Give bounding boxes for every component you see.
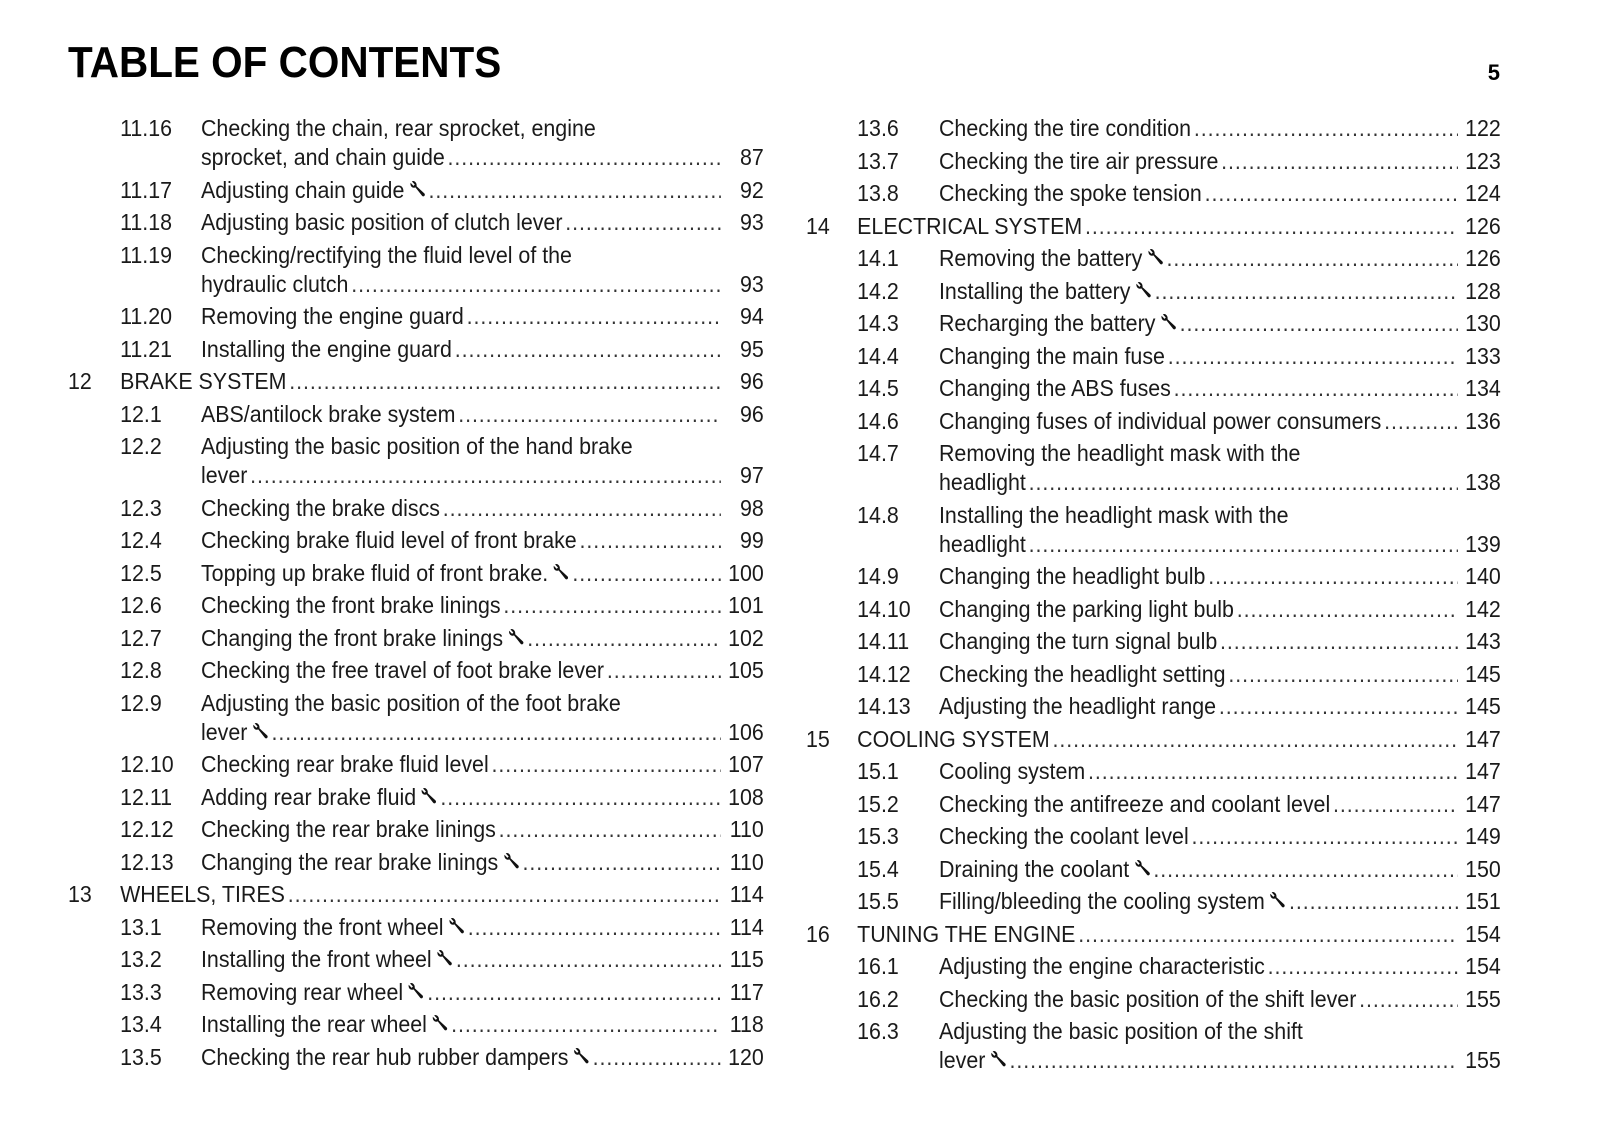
toc-section-entry[interactable] (806, 887, 1501, 916)
dot-leader (1052, 725, 1458, 754)
dot-leader (593, 1043, 721, 1072)
dot-leader (1237, 595, 1458, 624)
toc-section-entry[interactable] (68, 400, 764, 429)
entry-title: Cooling system (938, 758, 1086, 784)
toc-section-entry[interactable] (68, 656, 764, 685)
toc-section-entry[interactable] (68, 241, 764, 299)
dot-leader (272, 718, 721, 747)
page-reference[interactable]: 147 (1465, 725, 1501, 752)
dot-leader (1085, 212, 1458, 241)
entry-title: hydraulic clutch (200, 270, 349, 297)
entry-title: Installing the battery (938, 277, 1131, 304)
toc-section-entry[interactable] (68, 302, 764, 331)
entry-title: sprocket, and chain guide (200, 144, 445, 170)
entry-title: headlight (938, 469, 1026, 495)
dot-leader (456, 945, 721, 974)
dot-leader (289, 367, 721, 396)
toc-section-entry[interactable] (806, 562, 1501, 591)
page-reference[interactable]: 101 (728, 592, 764, 618)
wrench-icon (1269, 891, 1286, 909)
page-reference[interactable]: 128 (1465, 277, 1501, 304)
entry-title: Checking the coolant level (938, 823, 1189, 849)
section-number: 14.12 (857, 660, 911, 687)
entry-title: Checking the spoke tension (938, 180, 1202, 206)
toc-section-entry[interactable] (806, 147, 1501, 176)
dot-leader (580, 526, 722, 555)
page-reference[interactable]: 154 (1465, 920, 1501, 947)
section-number: 12.12 (120, 816, 174, 842)
page-reference[interactable]: 122 (1465, 115, 1501, 141)
page-reference[interactable]: 155 (1465, 1047, 1501, 1073)
wrench-icon (508, 628, 525, 646)
toc-chapter-entry[interactable] (68, 880, 764, 909)
page-reference[interactable]: 118 (729, 1011, 764, 1037)
dot-leader (351, 270, 721, 299)
page-reference[interactable]: 114 (729, 881, 764, 907)
section-number: 15.3 (857, 823, 899, 849)
page-reference[interactable]: 98 (740, 494, 764, 521)
entry-title: Checking the brake discs (200, 494, 440, 521)
page-reference[interactable]: 133 (1465, 342, 1501, 369)
dot-leader (503, 591, 721, 620)
entry-title: Checking the headlight setting (938, 660, 1226, 687)
section-number: 12.11 (120, 783, 173, 810)
wrench-icon (1135, 281, 1152, 299)
section-number: 12.13 (120, 848, 174, 875)
entry-title: lever (200, 718, 248, 745)
entry-title: Adjusting the basic position of the hand brake (200, 433, 633, 459)
wrench-icon (1160, 313, 1177, 331)
page-reference[interactable]: 130 (1465, 310, 1501, 336)
page-reference[interactable]: 120 (728, 1043, 764, 1070)
toc-section-entry[interactable] (806, 501, 1501, 559)
entry-title: Checking the tire air pressure (938, 147, 1219, 174)
section-number: 14.13 (857, 693, 911, 719)
dot-leader (607, 656, 721, 685)
dot-leader (429, 176, 721, 205)
toc-section-entry[interactable] (806, 757, 1501, 786)
dot-leader (1166, 244, 1458, 273)
section-number: 14.6 (857, 407, 899, 434)
toc-section-entry[interactable] (68, 815, 764, 844)
page-reference[interactable]: 110 (729, 848, 764, 875)
toc-section-entry[interactable] (68, 176, 764, 205)
toc-section-entry[interactable] (806, 407, 1501, 436)
wrench-icon (503, 852, 520, 870)
entry-title: Topping up brake fluid of front brake. (200, 559, 549, 586)
entry-title: Installing the engine guard (200, 335, 452, 362)
dot-leader (1153, 855, 1458, 884)
section-number: 13.7 (857, 147, 899, 174)
dot-leader (1010, 1046, 1459, 1075)
section-number: 11.21 (120, 335, 173, 362)
dot-leader (1180, 309, 1458, 338)
wrench-icon (421, 787, 438, 805)
toc-section-entry[interactable] (806, 790, 1501, 819)
wrench-icon (448, 917, 465, 935)
section-number: 12.10 (120, 751, 174, 777)
page-reference[interactable]: 97 (740, 462, 764, 488)
dot-leader (1289, 887, 1458, 916)
entry-title: Checking the rear hub rubber dampers (200, 1043, 569, 1070)
section-number: 12 (68, 368, 92, 394)
dot-leader (448, 143, 721, 172)
dot-leader (1078, 920, 1458, 949)
toc-section-entry[interactable] (68, 1010, 764, 1039)
entry-title: Changing the main fuse (938, 342, 1165, 369)
page-reference[interactable]: 126 (1465, 245, 1501, 271)
toc-section-entry[interactable] (806, 952, 1501, 981)
section-number: 15.2 (857, 790, 899, 817)
wrench-icon (553, 563, 570, 581)
section-number: 13.8 (857, 180, 899, 206)
page-title: TABLE OF CONTENTS (68, 38, 502, 87)
entry-title: ELECTRICAL SYSTEM (857, 212, 1083, 239)
dot-leader (1384, 407, 1458, 436)
dot-leader (1088, 757, 1458, 786)
entry-title: Checking the chain, rear sprocket, engine (200, 115, 596, 141)
section-number: 13.5 (120, 1043, 162, 1070)
dot-leader (250, 461, 721, 490)
entry-title: Installing the rear wheel (200, 1011, 427, 1037)
entry-title: Adjusting the basic position of the shift (938, 1018, 1303, 1044)
toc-section-entry[interactable] (68, 432, 764, 490)
section-number: 16.1 (857, 953, 899, 979)
section-number: 16 (806, 920, 830, 947)
section-number: 14.7 (857, 440, 899, 466)
section-number: 15.5 (857, 888, 899, 914)
dot-leader (1208, 562, 1458, 591)
page-reference[interactable]: 96 (740, 368, 764, 394)
entry-title: Checking rear brake fluid level (200, 751, 489, 777)
dot-leader (468, 913, 721, 942)
page-reference[interactable]: 102 (728, 624, 764, 651)
entry-title: Adding rear brake fluid (200, 783, 417, 810)
dot-leader (1191, 822, 1458, 851)
page-reference[interactable]: 154 (1465, 953, 1501, 979)
toc-section-entry[interactable] (806, 660, 1501, 689)
toc-section-entry[interactable] (68, 591, 764, 620)
entry-title: Checking the free travel of foot brake lever (200, 657, 605, 683)
page-reference[interactable]: 147 (1465, 758, 1501, 784)
toc-section-entry[interactable] (68, 913, 764, 942)
entry-title: Checking the antifreeze and coolant level (938, 790, 1331, 817)
page-reference[interactable]: 145 (1465, 660, 1501, 687)
toc-section-entry[interactable] (68, 848, 764, 877)
wrench-icon (409, 180, 426, 198)
dot-leader (1359, 985, 1458, 1014)
section-number: 16.3 (857, 1018, 899, 1044)
dot-leader (565, 208, 721, 237)
entry-title: lever (200, 462, 248, 488)
toc-section-entry[interactable] (806, 277, 1501, 306)
entry-title: Removing rear wheel (200, 978, 404, 1005)
dot-leader (1333, 790, 1458, 819)
page-reference[interactable]: 105 (728, 657, 764, 683)
page-reference[interactable]: 96 (740, 400, 764, 427)
toc-section-entry[interactable] (68, 1043, 764, 1072)
entry-title: Installing the front wheel (200, 946, 432, 972)
dot-leader (1029, 530, 1458, 559)
entry-title: Checking the basic position of the shift lever (938, 985, 1357, 1012)
section-number: 11.20 (120, 303, 173, 329)
section-number: 15 (806, 725, 830, 752)
section-number: 15.4 (857, 855, 899, 882)
dot-leader (1194, 114, 1458, 143)
toc-section-entry[interactable] (68, 783, 764, 812)
section-number: 12.3 (120, 494, 162, 521)
section-number: 14.1 (857, 245, 899, 271)
toc-section-entry[interactable] (806, 439, 1501, 497)
page-reference[interactable]: 151 (1465, 888, 1501, 914)
toc-section-entry[interactable] (806, 822, 1501, 851)
page-reference[interactable]: 143 (1465, 628, 1501, 654)
section-number: 12.6 (120, 592, 162, 618)
entry-title: COOLING SYSTEM (857, 725, 1050, 752)
entry-title: Checking/rectifying the fluid level of the (200, 241, 572, 268)
page-reference[interactable]: 92 (740, 176, 764, 203)
dot-leader (467, 302, 721, 331)
section-number: 12.4 (120, 527, 162, 553)
page-reference[interactable]: 99 (740, 527, 764, 553)
dot-leader (1228, 660, 1458, 689)
entry-title: Adjusting the basic position of the foot brake (200, 689, 621, 716)
entry-title: BRAKE SYSTEM (120, 368, 287, 394)
entry-title: Adjusting chain guide (200, 176, 405, 203)
page-reference[interactable]: 150 (1465, 855, 1501, 882)
page-reference[interactable]: 93 (740, 209, 764, 235)
section-number: 12.7 (120, 624, 162, 651)
section-number: 14.4 (857, 342, 899, 369)
page-reference[interactable]: 145 (1465, 693, 1501, 719)
dot-leader (1221, 147, 1458, 176)
page-reference[interactable]: 100 (728, 559, 764, 586)
wrench-icon (436, 949, 453, 967)
page-reference[interactable]: 140 (1465, 563, 1501, 589)
entry-title: Filling/bleeding the cooling system (938, 888, 1265, 914)
dot-leader (522, 848, 721, 877)
toc-section-entry[interactable] (806, 309, 1501, 338)
dot-leader (427, 978, 721, 1007)
entry-title: Installing the headlight mask with the (938, 501, 1289, 528)
wrench-icon (252, 722, 269, 740)
entry-title: Removing the battery (938, 245, 1143, 271)
entry-title: Draining the coolant (938, 855, 1130, 882)
toc-section-entry[interactable] (806, 244, 1501, 273)
dot-leader (1205, 179, 1458, 208)
toc-chapter-entry[interactable] (68, 367, 764, 396)
page-reference[interactable]: 95 (740, 335, 764, 362)
page-reference[interactable]: 114 (729, 913, 764, 940)
dot-leader (288, 880, 721, 909)
entry-title: Changing the headlight bulb (938, 563, 1206, 589)
page-reference[interactable]: 155 (1465, 985, 1501, 1012)
dot-leader (458, 400, 721, 429)
entry-title: Removing the front wheel (200, 913, 444, 940)
toc-section-entry[interactable] (806, 985, 1501, 1014)
page-reference[interactable]: 134 (1465, 375, 1501, 401)
page-reference[interactable]: 124 (1465, 180, 1501, 206)
section-number: 16.2 (857, 985, 899, 1012)
toc-column-left (68, 114, 764, 1075)
entry-title: Checking the front brake linings (200, 592, 501, 618)
dot-leader (499, 815, 721, 844)
section-number: 13.3 (120, 978, 162, 1005)
section-number: 14.5 (857, 375, 899, 401)
page-reference[interactable]: 142 (1465, 595, 1501, 622)
section-number: 14.8 (857, 501, 899, 528)
toc-section-entry[interactable] (68, 624, 764, 653)
dot-leader (527, 624, 721, 653)
dot-leader (1219, 692, 1458, 721)
dot-leader (443, 494, 721, 523)
entry-title: Recharging the battery (938, 310, 1156, 336)
toc-section-entry[interactable] (806, 1017, 1501, 1075)
dot-leader (492, 750, 722, 779)
page-reference[interactable]: 117 (729, 978, 764, 1005)
toc-chapter-entry[interactable] (806, 725, 1501, 754)
toc-section-entry[interactable] (806, 855, 1501, 884)
section-number: 11.19 (120, 241, 173, 268)
page-reference[interactable]: 110 (729, 816, 764, 842)
dot-leader (451, 1010, 721, 1039)
toc-column-right (806, 114, 1501, 1079)
entry-title: Checking the rear brake linings (200, 816, 496, 842)
section-number: 13.4 (120, 1011, 162, 1037)
section-number: 11.16 (120, 115, 173, 141)
dot-leader (1268, 952, 1458, 981)
wrench-icon (432, 1014, 449, 1032)
toc-section-entry[interactable] (68, 494, 764, 523)
dot-leader (572, 559, 721, 588)
toc-section-entry[interactable] (68, 114, 764, 172)
page-reference[interactable]: 94 (740, 303, 764, 329)
page-reference[interactable]: 106 (728, 718, 764, 745)
page-reference[interactable]: 107 (728, 751, 764, 777)
entry-title: Adjusting basic position of clutch lever (200, 209, 563, 235)
wrench-icon (1147, 248, 1164, 266)
toc-section-entry[interactable] (806, 179, 1501, 208)
dot-leader (1155, 277, 1458, 306)
page-reference[interactable]: 149 (1465, 823, 1501, 849)
section-number: 15.1 (857, 758, 899, 784)
dot-leader (1168, 342, 1458, 371)
section-number: 13.1 (120, 913, 162, 940)
toc-section-entry[interactable] (68, 945, 764, 974)
section-number: 12.2 (120, 433, 162, 459)
section-number: 14 (806, 212, 830, 239)
section-number: 14.11 (857, 628, 910, 654)
entry-title: Adjusting the headlight range (938, 693, 1217, 719)
entry-title: Removing the headlight mask with the (938, 440, 1301, 466)
toc-section-entry[interactable] (68, 559, 764, 588)
dot-leader (455, 335, 721, 364)
entry-title: Adjusting the engine characteristic (938, 953, 1265, 979)
page-reference[interactable]: 126 (1465, 212, 1501, 239)
section-number: 12.8 (120, 657, 162, 683)
section-number: 14.3 (857, 310, 899, 336)
section-number: 12.1 (120, 400, 162, 427)
toc-section-entry[interactable] (68, 335, 764, 364)
toc-section-entry[interactable] (806, 114, 1501, 143)
toc-section-entry[interactable] (806, 595, 1501, 624)
toc-chapter-entry[interactable] (806, 920, 1501, 949)
dot-leader (1220, 627, 1458, 656)
page-reference[interactable]: 108 (728, 783, 764, 810)
dot-leader (1029, 468, 1458, 497)
page-number: 5 (1487, 60, 1500, 85)
section-number: 14.10 (857, 595, 911, 622)
wrench-icon (573, 1047, 590, 1065)
wrench-icon (1134, 859, 1151, 877)
page-reference[interactable]: 93 (740, 270, 764, 297)
section-number: 12.5 (120, 559, 162, 586)
entry-title: Changing the ABS fuses (938, 375, 1171, 401)
page-reference[interactable]: 147 (1465, 790, 1501, 817)
page-reference[interactable]: 115 (729, 946, 764, 972)
entry-title: WHEELS, TIRES (120, 881, 285, 907)
entry-title: Checking brake fluid level of front brake (200, 527, 577, 553)
page-reference[interactable]: 136 (1465, 407, 1501, 434)
entry-title: TUNING THE ENGINE (857, 920, 1076, 947)
section-number: 11.17 (120, 176, 173, 203)
dot-leader (1174, 374, 1458, 403)
toc-section-entry[interactable] (68, 750, 764, 779)
entry-title: Changing the parking light bulb (938, 595, 1234, 622)
entry-title: Removing the engine guard (200, 303, 464, 329)
entry-title: Changing the front brake linings (200, 624, 504, 651)
toc-section-entry[interactable] (68, 689, 764, 747)
wrench-icon (408, 982, 425, 1000)
toc-section-entry[interactable] (806, 374, 1501, 403)
section-number: 14.2 (857, 277, 899, 304)
page-reference[interactable]: 123 (1465, 147, 1501, 174)
entry-title: Changing the turn signal bulb (938, 628, 1218, 654)
toc-section-entry[interactable] (68, 526, 764, 555)
section-number: 12.9 (120, 689, 162, 716)
dot-leader (440, 783, 721, 812)
entry-title: Checking the tire condition (938, 115, 1192, 141)
wrench-icon (990, 1050, 1007, 1068)
section-number: 11.18 (120, 209, 173, 235)
page-reference[interactable]: 139 (1465, 530, 1501, 557)
entry-title: lever (938, 1047, 986, 1073)
section-number: 13.6 (857, 115, 899, 141)
entry-title: Changing the rear brake linings (200, 848, 499, 875)
entry-title: headlight (938, 530, 1026, 557)
toc-section-entry[interactable] (806, 627, 1501, 656)
toc-section-entry[interactable] (806, 692, 1501, 721)
section-number: 13.2 (120, 946, 162, 972)
toc-chapter-entry[interactable] (806, 212, 1501, 241)
toc-section-entry[interactable] (68, 978, 764, 1007)
section-number: 14.9 (857, 563, 899, 589)
entry-title: Changing fuses of individual power consumers (938, 407, 1382, 434)
page-reference[interactable]: 138 (1465, 469, 1501, 495)
entry-title: ABS/antilock brake system (200, 400, 456, 427)
toc-section-entry[interactable] (68, 208, 764, 237)
page-reference[interactable]: 87 (740, 144, 764, 170)
toc-section-entry[interactable] (806, 342, 1501, 371)
section-number: 13 (68, 881, 92, 907)
